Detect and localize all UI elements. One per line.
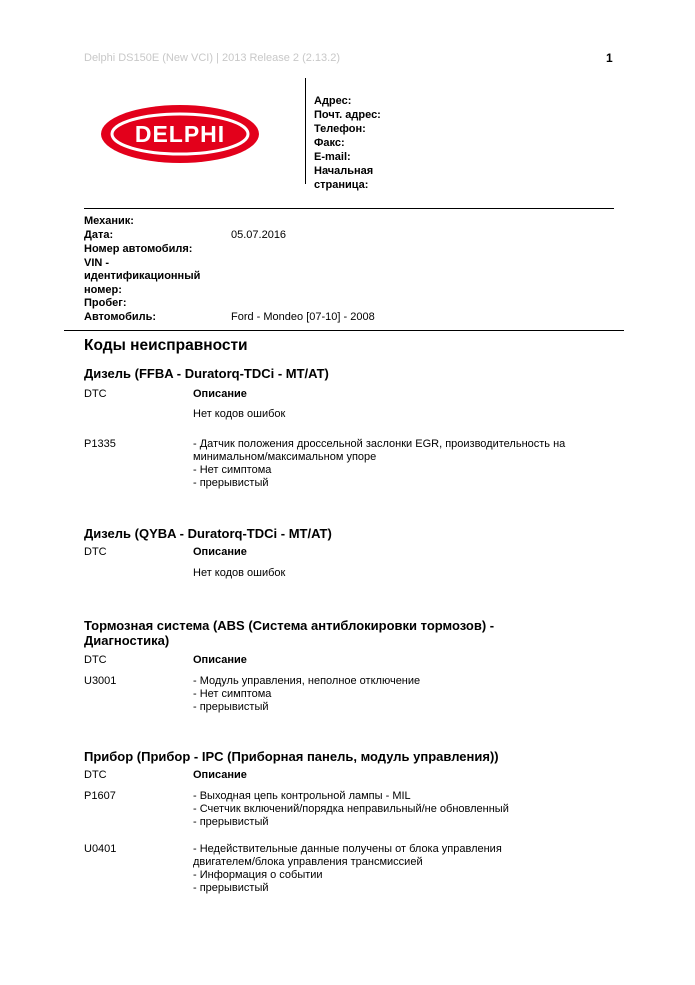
description-line: - Выходная цепь контрольной лампы - MIL xyxy=(193,790,411,802)
column-header-dtc: DTC xyxy=(84,769,107,781)
dtc-description xyxy=(193,843,613,895)
description-line: - Информация о событии xyxy=(193,869,323,881)
plate-label: Номер автомобиля: xyxy=(84,243,193,255)
delphi-logo xyxy=(100,104,260,164)
section-title: Дизель (FFBA - Duratorq-TDCi - MT/AT) xyxy=(84,366,329,381)
vin-label-line2: идентификационный xyxy=(84,270,201,282)
description-line: минимальном/максимальном упоре xyxy=(193,451,377,463)
section-title-line2: Диагностика) xyxy=(84,633,170,648)
header-divider-vertical xyxy=(305,78,306,184)
description-line: - Модуль управления, неполное отключение xyxy=(193,675,421,687)
date-label: Дата: xyxy=(84,229,114,241)
column-header-description: Описание xyxy=(193,769,247,781)
header-divider xyxy=(84,208,614,209)
contact-homepage-label-line1: Начальная xyxy=(314,165,374,177)
page-number: 1 xyxy=(606,51,613,65)
dtc-code: U3001 xyxy=(84,675,117,687)
dtc-description xyxy=(193,790,613,829)
dtc-code: P1335 xyxy=(84,438,116,450)
column-header-description: Описание xyxy=(193,388,247,400)
description-line: - Датчик положения дроссельной заслонки EGR, производительность на xyxy=(193,438,566,450)
contact-homepage-label-line2: страница: xyxy=(314,179,369,191)
description-line: - Нет симптома xyxy=(193,688,272,700)
description-line: - прерывистый xyxy=(193,477,269,489)
mileage-label: Пробег: xyxy=(84,297,127,309)
section-title: Дизель (QYBA - Duratorq-TDCi - MT/AT) xyxy=(84,526,332,541)
section-title: Прибор (Прибор - IPC (Приборная панель, модуль управления)) xyxy=(84,749,499,764)
column-header-dtc: DTC xyxy=(84,654,107,666)
column-header-dtc: DTC xyxy=(84,546,107,558)
car-value: Ford - Mondeo [07-10] - 2008 xyxy=(231,311,375,323)
contact-phone-label: Телефон: xyxy=(314,123,366,135)
dtc-code: U0401 xyxy=(84,843,117,855)
section-title-line1: Тормозная система (ABS (Система антиблокировки тормозов) - xyxy=(84,618,495,633)
description-line: - прерывистый xyxy=(193,816,269,828)
dtc-description xyxy=(193,438,613,490)
vin-label-line1: VIN - xyxy=(84,257,110,269)
column-header-description: Описание xyxy=(193,654,247,666)
no-codes-text: Нет кодов ошибок xyxy=(193,408,286,420)
description-line: - Недействительные данные получены от блока управления xyxy=(193,843,502,855)
description-line: - прерывистый xyxy=(193,701,269,713)
column-header-dtc: DTC xyxy=(84,388,107,400)
svg-text:DELPHI: DELPHI xyxy=(134,121,226,147)
fault-codes-title: Коды неисправности xyxy=(84,337,248,354)
document-header-title: Delphi DS150E (New VCI) | 2013 Release 2 (2.13.2) xyxy=(84,52,340,64)
dtc-code: P1607 xyxy=(84,790,116,802)
contact-postal-label: Почт. адрес: xyxy=(314,109,381,121)
no-codes-text: Нет кодов ошибок xyxy=(193,567,286,579)
car-label: Автомобиль: xyxy=(84,311,157,323)
mechanic-label: Механик: xyxy=(84,215,134,227)
vin-label-line3: номер: xyxy=(84,284,122,296)
description-line: - Нет симптома xyxy=(193,464,272,476)
contact-address-label: Адрес: xyxy=(314,95,352,107)
description-line: двигателем/блока управления трансмиссией xyxy=(193,856,423,868)
contact-fax-label: Факс: xyxy=(314,137,345,149)
description-line: - Счетчик включений/порядка неправильный/не обновленный xyxy=(193,803,509,815)
info-divider xyxy=(64,330,624,331)
date-value: 05.07.2016 xyxy=(231,229,287,241)
description-line: - прерывистый xyxy=(193,882,269,894)
dtc-description xyxy=(193,675,613,714)
column-header-description: Описание xyxy=(193,546,247,558)
contact-email-label: E-mail: xyxy=(314,151,351,163)
